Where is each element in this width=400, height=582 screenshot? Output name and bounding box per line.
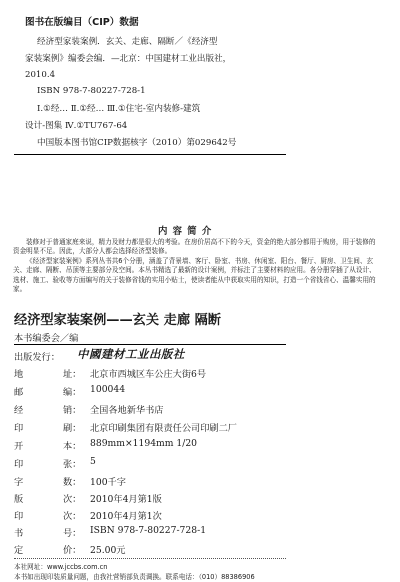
cip-line: ISBN 978-7-80227-728-1 — [37, 86, 146, 96]
row-value: 2010年4月第1版 — [90, 494, 162, 505]
book-editor: 本书编委会／编 — [14, 333, 79, 344]
cip-line: 2010.4 — [25, 70, 56, 80]
row-value: 5 — [90, 456, 96, 467]
cip-line: 经济型家装案例．玄关、走廊、隔断／《经济型 — [37, 37, 218, 47]
row-value: 全国各地新华书店 — [90, 405, 164, 416]
row-value: 2010年4月第1次 — [90, 511, 162, 522]
row-value: 北京印刷集团有限责任公司印刷二厂 — [90, 423, 237, 434]
row-label: 印 — [14, 423, 24, 434]
cip-line: Ⅰ.①经… Ⅱ.①经… Ⅲ.①住宅-室内装修-建筑 — [37, 104, 201, 114]
row-label: 经 — [14, 405, 24, 416]
row-colon: 编： — [63, 387, 82, 398]
book-title: 经济型家装案例——玄关 走廊 隔断 — [14, 313, 221, 328]
row-value: 889mm×1194mm 1/20 — [90, 438, 198, 449]
row-label: 印 — [14, 511, 24, 522]
row-value: 25.00元 — [90, 545, 126, 556]
footer-notice: 本书如出现印装质量问题，由我社营销部负责调换。联系电话：（010）88386906 — [14, 573, 255, 581]
row-colon: 刷： — [63, 423, 82, 434]
row-label: 邮 — [14, 387, 24, 398]
row-colon: 号： — [63, 528, 82, 539]
publisher-label: 出版发行： — [14, 352, 60, 363]
summary-title: 内 容 简 介 — [158, 226, 213, 237]
row-colon: 销： — [63, 405, 82, 416]
cip-line: 中国版本图书馆CIP数据核字（2010）第029642号 — [37, 138, 237, 148]
publisher-name: 中國建材工业出版社 — [77, 347, 185, 361]
row-colon: 次： — [63, 511, 82, 522]
row-label: 字 — [14, 477, 24, 488]
row-colon: 价： — [63, 545, 82, 556]
row-value: 100千字 — [90, 477, 126, 488]
row-value: ISBN 978-7-80227-728-1 — [90, 525, 207, 536]
row-label: 书 — [14, 528, 24, 539]
cip-line: 设计-图集 Ⅳ.①TU767-64 — [25, 121, 128, 131]
row-label: 地 — [14, 369, 24, 380]
summary-paragraph: 《经济型家装案例》系列丛书共6个分册，涵盖了背景墙、客厅、卧室、书房、休闲室、阳台、餐厅、厨房、卫生间、玄关、走廊、隔断、吊顶等主要部分及空间。本丛书精选了最新的设计案例，并标注了主要材料的应用。各分册穿插了从设计、选材、施工、验收等方面编写的关于装修省钱的实用小贴士，使读者能从中获取实用的知识，打造一个省钱省心、温馨实用的家。 — [13, 257, 376, 294]
row-colon: 址： — [63, 369, 82, 380]
footer-website: 本社网址：www.jccbs.com.cn — [14, 563, 108, 571]
row-label: 开 — [14, 441, 24, 452]
title-divider — [14, 344, 286, 345]
cip-line: 家装案例》编委会编．—北京：中国建材工业出版社， — [25, 54, 232, 64]
row-colon: 数： — [63, 477, 82, 488]
row-label: 版 — [14, 494, 24, 505]
row-label: 定 — [14, 545, 24, 556]
row-value: 北京市西城区车公庄大街6号 — [90, 369, 207, 380]
row-colon: 张： — [63, 459, 82, 470]
summary-paragraph: 装修对于普通家庭来说，精力及财力都是很大的考验。在房价居高不下的今天，资金的绝大部分都用于购房，用于装修的资金明显不足。因此，大部分人都会选择经济型装修。 — [13, 238, 376, 256]
footer-divider — [14, 558, 286, 559]
cip-heading: 图书在版编目（CIP）数据 — [25, 17, 139, 28]
cip-divider — [14, 154, 286, 155]
row-colon: 次： — [63, 494, 82, 505]
row-label: 印 — [14, 459, 24, 470]
row-value: 100044 — [90, 384, 126, 395]
row-colon: 本： — [63, 441, 82, 452]
